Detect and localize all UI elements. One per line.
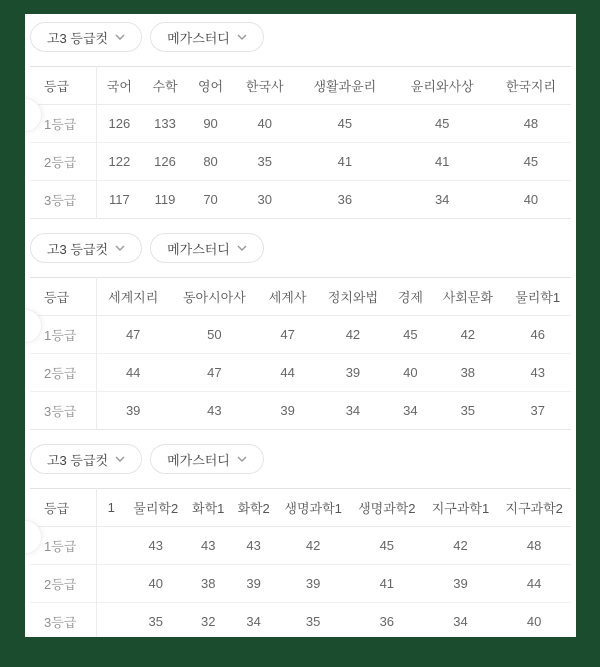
- score-cell: 34: [403, 403, 418, 418]
- grade-cut-section-3: [30, 444, 571, 637]
- subject-column-header: 생명과학2: [358, 501, 416, 516]
- grade-label: 3등급: [30, 603, 96, 638]
- score-cell: 32: [200, 614, 216, 629]
- score-cell: 39: [305, 576, 321, 591]
- score-cell: 39: [345, 365, 361, 380]
- subject-column-header: 동아시아사: [182, 290, 246, 305]
- grade-label: 2등급: [30, 143, 96, 181]
- subject-column-header: 윤리와사상: [410, 79, 474, 94]
- score-cell: 45: [403, 327, 418, 342]
- score-cell: 40: [148, 576, 163, 591]
- grade-level-dropdown-label: 고3 등급컷: [47, 30, 109, 46]
- score-cell: 133: [154, 116, 176, 131]
- chevron-down-icon: [115, 34, 125, 40]
- header-row: [30, 278, 571, 316]
- score-cell: 45: [434, 116, 450, 131]
- table-row: [30, 527, 571, 565]
- grade-cut-table: [30, 277, 571, 430]
- score-cell: 36: [379, 614, 395, 629]
- score-cell: 46: [530, 327, 545, 342]
- score-cell: 34: [345, 403, 361, 418]
- chevron-down-icon: [237, 456, 247, 462]
- grade-level-dropdown[interactable]: [30, 22, 142, 52]
- grade-label: 2등급: [30, 354, 96, 392]
- score-cell: 45: [337, 116, 353, 131]
- score-cell: 44: [280, 365, 295, 380]
- filter-bar: [30, 22, 571, 52]
- subject-column-header: 사회문화: [442, 290, 493, 305]
- score-cell: 126: [154, 154, 176, 169]
- score-cell: 42: [345, 327, 361, 342]
- table-row: [30, 143, 571, 181]
- filter-bar: [30, 233, 571, 263]
- score-cell: 38: [460, 365, 476, 380]
- score-cell: [96, 603, 126, 638]
- chevron-down-icon: [237, 245, 247, 251]
- score-cell: 50: [207, 327, 222, 342]
- provider-dropdown[interactable]: [150, 233, 264, 263]
- subject-column-header: 영어: [197, 79, 224, 94]
- provider-dropdown-label: 메가스터디: [167, 30, 230, 46]
- grade-label: 3등급: [30, 392, 96, 430]
- grade-level-dropdown[interactable]: [30, 233, 142, 263]
- subject-column-header: 화학2: [237, 501, 270, 516]
- score-cell: 48: [526, 538, 542, 553]
- table-row: [30, 354, 571, 392]
- table-row: [30, 603, 571, 638]
- grade-column-header: 등급: [30, 489, 96, 527]
- subject-column-header: 물리학2: [133, 501, 179, 516]
- table-scroll-area[interactable]: [30, 488, 571, 637]
- score-cell: 47: [207, 365, 222, 380]
- score-cell: 43: [246, 538, 261, 553]
- grade-cut-section-2: [30, 233, 571, 430]
- score-cell: 43: [207, 403, 222, 418]
- grade-column-header: 등급: [30, 67, 96, 105]
- score-cell: 43: [148, 538, 163, 553]
- score-cell: 47: [125, 327, 141, 342]
- score-cell: 45: [523, 154, 539, 169]
- score-cell: 122: [108, 154, 131, 169]
- table-row: [30, 316, 571, 354]
- chevron-down-icon: [237, 34, 247, 40]
- score-cell: 44: [526, 576, 542, 591]
- subject-column-header: 한국사: [245, 79, 284, 94]
- score-cell: 42: [453, 538, 468, 553]
- table-scroll-area[interactable]: [30, 277, 571, 430]
- score-cell: 70: [203, 192, 218, 207]
- grade-cut-table: [30, 66, 571, 219]
- subject-column-header: 한국지리: [505, 79, 557, 94]
- score-cell: 119: [154, 192, 176, 207]
- content-card: [25, 14, 576, 637]
- score-cell: 36: [337, 192, 353, 207]
- score-cell: 39: [125, 403, 141, 418]
- chevron-down-icon: [115, 245, 125, 251]
- grade-label: 1등급: [30, 105, 96, 143]
- score-cell: 43: [200, 538, 216, 553]
- provider-dropdown-label: 메가스터디: [167, 241, 230, 257]
- score-cell: 117: [109, 192, 130, 207]
- table-row: [30, 181, 571, 219]
- grade-label: 1등급: [30, 316, 96, 354]
- score-cell: 47: [280, 327, 295, 342]
- score-cell: 37: [530, 403, 545, 418]
- table-row: [30, 392, 571, 430]
- score-cell: 30: [257, 192, 272, 207]
- score-cell: 41: [434, 154, 450, 169]
- score-cell: 39: [453, 576, 468, 591]
- header-row: [30, 67, 571, 105]
- score-cell: 48: [523, 116, 539, 131]
- score-cell: 90: [203, 116, 218, 131]
- score-cell: 35: [305, 614, 321, 629]
- score-cell: 45: [379, 538, 395, 553]
- table-row: [30, 105, 571, 143]
- subject-column-header: 지구과학2: [505, 501, 563, 516]
- provider-dropdown[interactable]: [150, 22, 264, 52]
- score-cell: [96, 565, 126, 603]
- score-cell: 42: [460, 327, 476, 342]
- score-cell: 41: [337, 154, 353, 169]
- score-cell: 35: [148, 614, 163, 629]
- score-cell: 35: [460, 403, 476, 418]
- subject-column-header: 물리학1: [515, 290, 561, 305]
- grade-label: 3등급: [30, 181, 96, 219]
- score-cell: 39: [246, 576, 261, 591]
- subject-column-header: 생활과윤리: [313, 79, 377, 94]
- table-row: [30, 565, 571, 603]
- score-cell: 40: [526, 614, 542, 629]
- score-cell: 40: [523, 192, 539, 207]
- subject-column-header: 정치와법: [327, 290, 379, 305]
- score-cell: 38: [200, 576, 216, 591]
- chevron-down-icon: [115, 456, 125, 462]
- score-cell: 43: [530, 365, 545, 380]
- grade-level-dropdown-label: 고3 등급컷: [47, 241, 109, 257]
- score-cell: 34: [246, 614, 261, 629]
- score-cell: 40: [403, 365, 418, 380]
- grade-cut-table: [30, 488, 571, 637]
- subject-column-header: 화학1: [192, 501, 225, 516]
- score-cell: [96, 527, 126, 565]
- score-cell: 44: [125, 365, 141, 380]
- score-cell: 34: [434, 192, 450, 207]
- subject-column-header: 국어: [106, 79, 132, 94]
- grade-level-dropdown-label: 고3 등급컷: [47, 452, 109, 468]
- subject-column-header: 경제: [397, 290, 423, 305]
- provider-dropdown[interactable]: [150, 444, 264, 474]
- subject-column-header: 1: [107, 500, 115, 515]
- subject-column-header: 지구과학1: [431, 501, 490, 516]
- score-cell: 40: [257, 116, 272, 131]
- subject-column-header: 세계사: [268, 290, 307, 305]
- score-cell: 39: [280, 403, 295, 418]
- grade-level-dropdown[interactable]: [30, 444, 142, 474]
- provider-dropdown-label: 메가스터디: [167, 452, 230, 468]
- table-scroll-area[interactable]: [30, 66, 571, 219]
- header-row: [30, 489, 571, 527]
- grade-label: 2등급: [30, 565, 96, 603]
- score-cell: 42: [305, 538, 321, 553]
- subject-column-header: 수학: [152, 79, 178, 94]
- grade-label: 1등급: [30, 527, 96, 565]
- grade-column-header: 등급: [30, 278, 96, 316]
- subject-column-header: 세계지리: [108, 290, 159, 305]
- score-cell: 35: [257, 154, 272, 169]
- score-cell: 80: [203, 154, 218, 169]
- score-cell: 41: [379, 576, 395, 591]
- grade-cut-section-1: [30, 22, 571, 219]
- subject-column-header: 생명과학1: [284, 501, 342, 516]
- score-cell: 126: [108, 116, 131, 131]
- score-cell: 34: [453, 614, 468, 629]
- filter-bar: [30, 444, 571, 474]
